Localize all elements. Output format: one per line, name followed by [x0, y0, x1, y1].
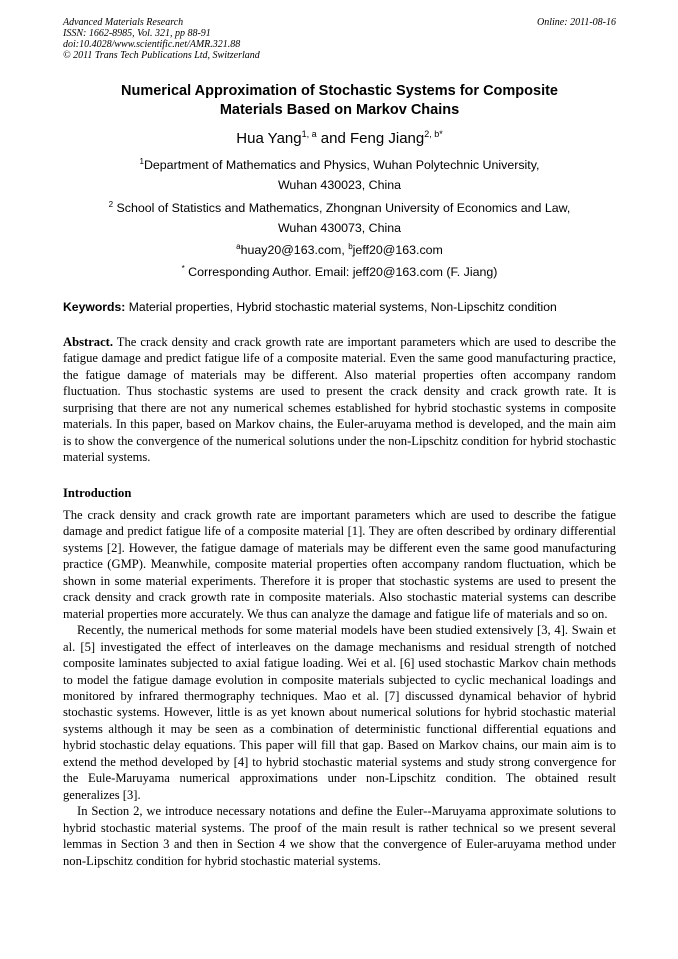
author-conjunction: and — [316, 130, 350, 147]
affiliation-1-mark: 1 — [139, 157, 144, 166]
email-b: jeff20@163.com — [352, 243, 443, 257]
keywords-label: Keywords: — [63, 300, 126, 314]
doi-line: doi:10.4028/www.scientific.net/AMR.321.88 — [63, 39, 241, 50]
corresponding-author — [63, 262, 616, 282]
keywords — [63, 299, 616, 315]
affiliation-2 — [63, 198, 616, 238]
email-a: huay20@163.com, — [240, 243, 349, 257]
journal-header — [63, 17, 616, 61]
corresponding-mark: * — [181, 264, 185, 273]
email-line — [63, 240, 616, 260]
author-2-marks: 2, b* — [424, 129, 443, 139]
affiliation-2-line-1: School of Statistics and Mathematics, Zhongnan University of Economics and Law, — [113, 201, 571, 215]
author-1-name: Hua Yang — [236, 130, 302, 147]
intro-paragraph-3: In Section 2, we introduce necessary notations and define the Euler--Maruyama approximate solutions to hybrid stochastic material systems. The proof of the main result is rather technical so we present several lemmas in Section 3 and then in Section 4 we show that the convergence of Euler-aruyama method under non-Lipschitz condition for hybrid stochastic material systems. — [63, 804, 616, 868]
affiliation-1-line-2: Wuhan 430023, China — [277, 178, 402, 192]
abstract-text: The crack density and crack growth rate are important parameters which are used to describe the fatigue damage and predict fatigue life of a composite material. Even the same good manufacturing practice, the fatigue damage of materials may be different. Also material properties often accompany random fluctuation. Thus stochastic systems are used to present the crack density and crack growth rate. It is surprising that there are not any numerical schemes established for hybrid stochastic systems in composite materials. In this paper, based on Markov chains, the Euler-aruyama method is developed, and the main aim is to show the convergence of the numerical solutions under the non-Lipschitz condition for hybrid stochastic material systems. — [63, 335, 616, 465]
email-a-mark: a — [236, 242, 241, 251]
corresponding-text: Corresponding Author. Email: jeff20@163.com (F. Jiang) — [184, 265, 498, 279]
abstract-label: Abstract. — [63, 335, 114, 349]
title-line-2: Materials Based on Markov Chains — [219, 102, 460, 118]
abstract — [63, 334, 616, 466]
affiliation-2-mark: 2 — [108, 200, 114, 209]
paper-title — [63, 82, 616, 120]
title-line-1: Numerical Approximation of Stochastic Systems for Composite — [121, 83, 558, 99]
issn-line: ISSN: 1662-8985, Vol. 321, pp 88-91 — [63, 28, 211, 39]
section-heading-introduction: Introduction — [63, 486, 132, 500]
author-2-name: Feng Jiang — [350, 130, 425, 147]
affiliation-1-line-1: Department of Mathematics and Physics, Wuhan Polytechnic University, — [143, 158, 540, 172]
email-b-mark: b — [348, 242, 353, 251]
online-date: Online: 2011-08-16 — [537, 17, 616, 28]
author-line — [63, 130, 616, 148]
author-1-marks: 1, a — [301, 129, 317, 139]
affiliation-1 — [63, 155, 616, 195]
introduction-body — [63, 507, 616, 869]
intro-paragraph-1: The crack density and crack growth rate are important parameters which are used to describe the fatigue damage and predict fatigue life of a composite material [1]. They are often described by ordinary differential systems [2]. However, the fatigue damage of materials may be different even the same good manufacturing practice (GMP). Meanwhile, composite material properties often accompany random fluctuation, which be shown in some material experiments. Therefore it is proper that stochastic systems are used to present the crack density and crack growth rate in composite materials. Also stochastic material systems can describe material properties more accurately. We thus can analyze the damage and fatigue life of materials and so on. — [63, 508, 616, 621]
affiliation-2-line-2: Wuhan 430073, China — [277, 221, 402, 235]
intro-paragraph-2: Recently, the numerical methods for some material models have been studied extensively [3, 4]. Swain et al. [5] investigated the effect of interleaves on the damage mechanisms and residual strength of notched composite laminates subjected to axial fatigue loading. Wei et al. [6] used stochastic Markov chain methods to model the fatigue damage evolution in composite materials subjected to cyclic mechanical loadings and monitored by infrared thermography techniques. Mao et al. [7] discussed dynamical behavior of hybrid stochastic systems. However, little is as yet known about numerical solutions for hybrid stochastic material systems although it may be seen as a combination of deterministic functional differential equations and hybrid stochastic delay equations. This paper will fill that gap. Based on Markov chains, our main aim is to extend the method developed by [4] to hybrid stochastic material systems and study strong convergence for the Eule-Maruyama numerical approximations under non-Lipschitz condition. The obtained result generalizes [3]. — [63, 623, 616, 802]
copyright-line: © 2011 Trans Tech Publications Ltd, Switzerland — [63, 50, 260, 61]
keywords-text: Material properties, Hybrid stochastic material systems, Non-Lipschitz condition — [125, 300, 557, 314]
journal-name: Advanced Materials Research — [63, 17, 184, 28]
